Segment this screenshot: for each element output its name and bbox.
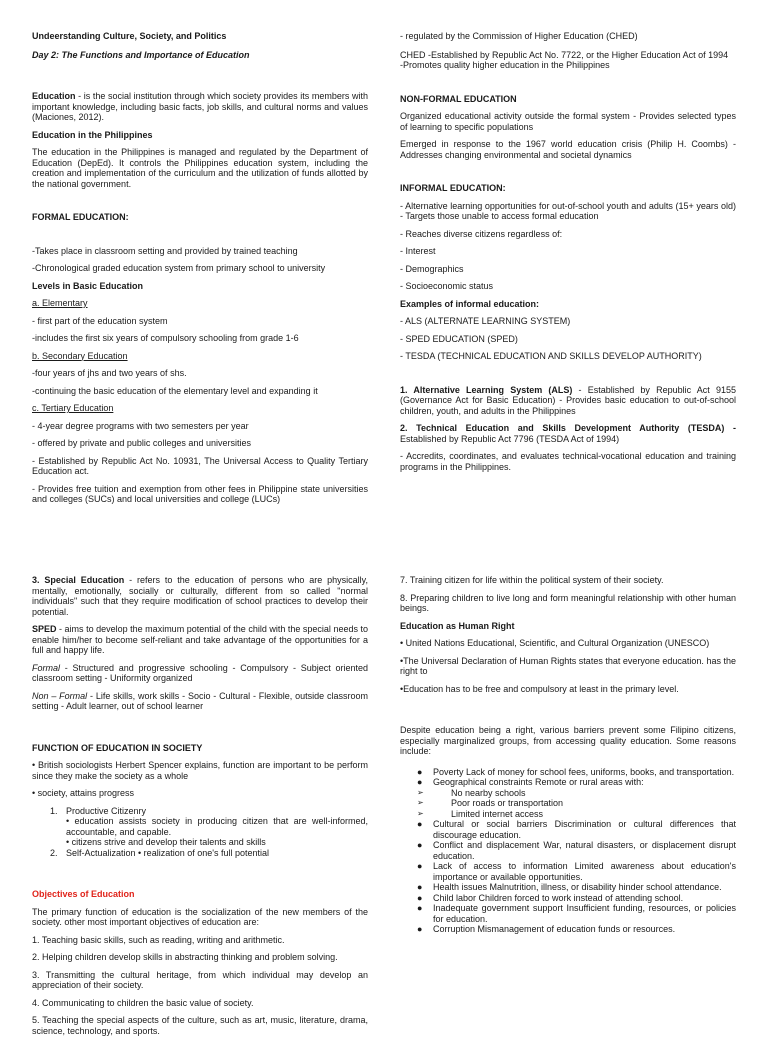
secondary-heading: b. Secondary Education: [32, 350, 128, 361]
nonformal-line-2: Emerged in response to the 1967 world education crisis (Philip H. Coombs) - Addresses changing environmental and societal dynamics: [400, 139, 736, 160]
nonformal-line-1: Organized educational activity outside the formal system - Provides selected types of learning to specific populations: [400, 111, 736, 132]
list-item: [400, 777, 736, 819]
elementary-line-2: -includes the first six years of compulsory schooling from grade 1-6: [32, 333, 299, 343]
human-right-line-3: •Education has to be free and compulsory at least in the primary level.: [400, 683, 679, 694]
tertiary-line-3: - Established by Republic Act No. 10931, The Universal Access to Quality Tertiary Education act.: [32, 455, 368, 476]
informal-heading: INFORMAL EDUCATION:: [400, 183, 506, 193]
objectives-intro: The primary function of education is the socialization of the new members of the society. other most important objectives of education are:: [32, 906, 368, 927]
ph-heading: Education in the Philippines: [32, 129, 153, 140]
formal-heading: FORMAL EDUCATION:: [32, 212, 129, 222]
education-definition: [32, 91, 368, 123]
tesda-line-2: - Accredits, coordinates, and evaluates technical-vocational education and training programs in the Philippines.: [400, 451, 736, 472]
geo-text: Poor roads or transportation: [451, 798, 564, 808]
tesda-term: 2. Technical Education and Skills Development Authority (TESDA) -: [400, 423, 736, 433]
tertiary-line-4: - Provides free tuition and exemption from other fees in Philippine state universities and colleges (SUCs) and local universities and college (LUCs): [32, 483, 368, 504]
geo-text: Limited internet access: [451, 808, 544, 819]
education-def-text: - is the social institution through which society provides its members with important knowledge, including basic facts, job skills, and cultural norms and values (Maciones, 2012).: [32, 91, 368, 122]
formal-term: Formal: [32, 662, 61, 673]
barrier-text: Inadequate government support Insufficient funding, resources, or policies for education.: [433, 903, 736, 924]
example-2: - SPED EDUCATION (SPED): [400, 333, 518, 344]
page-top-left-column: [32, 31, 368, 512]
barrier-text: Corruption Mismanagement of education funds or resources.: [433, 924, 676, 934]
informal-line-1: - Alternative learning opportunities for out-of-school youth and adults (15+ years old) - Targets those unable to access formal education: [400, 200, 736, 221]
informal-line-5: - Socioeconomic status: [400, 281, 494, 291]
page-bottom-right-column: [400, 575, 736, 935]
list-item: [400, 924, 736, 935]
tesda-text: Established by Republic Act 7796 (TESDA Act of 1994): [400, 433, 620, 444]
sped-paragraph: [32, 624, 368, 656]
informal-line-2: - Reaches diverse citizens regardless of:: [400, 228, 563, 239]
barrier-text: Health issues Malnutrition, illness, or disability hinder school attendance.: [433, 882, 722, 892]
ph-text: The education in the Philippines is managed and regulated by the Department of Education (DepEd). It controls the Philippines education system, including the creation and implementation of the curriculum and the utilization of funds allotted by the national government.: [32, 147, 368, 189]
list-item: [400, 798, 736, 809]
barrier-text: Geographical constraints Remote or rural areas with:: [433, 777, 644, 787]
special-education-term: 3. Special Education: [32, 575, 125, 585]
nonformal-term: Non – Formal: [32, 690, 88, 701]
human-right-line-2: •The Universal Declaration of Human Rights states that everyone education. has the right to: [400, 655, 736, 676]
day-title: Day 2: The Functions and Importance of Education: [32, 49, 250, 60]
list-item: [400, 809, 736, 820]
function-item-label: Productive Citizenry: [66, 805, 147, 816]
arrow-bullet-icon: ➢: [417, 787, 424, 797]
function-line-2: • society, attains progress: [32, 788, 135, 798]
als-paragraph: [400, 385, 736, 417]
bullet-icon: ●: [417, 840, 423, 850]
function-item-2: [32, 848, 368, 859]
function-sub-1: • education assists society in producing citizen that are well-informed, accountable, and capable.: [66, 816, 368, 837]
barrier-text: Cultural or social barriers Discrimination or cultural differences that discourage education.: [433, 819, 736, 840]
special-education-paragraph: [32, 575, 368, 617]
tertiary-line-2: - offered by private and public colleges and universities: [32, 438, 251, 448]
human-right-heading: Education as Human Right: [400, 620, 515, 631]
nonformal-paragraph: [32, 691, 368, 712]
objective-3: 3. Transmitting the cultural heritage, from which individual may develop an appreciation of their society.: [32, 969, 368, 990]
geo-sublist: [417, 787, 736, 820]
document-title: Undeerstanding Culture, Society, and Politics: [32, 31, 227, 41]
secondary-line-1: -four years of jhs and two years of shs.: [32, 368, 187, 378]
formal-line-1: -Takes place in classroom setting and provided by trained teaching: [32, 245, 298, 256]
bullet-icon: ●: [417, 819, 423, 829]
formal-text: - Structured and progressive schooling - Compulsory - Subject oriented classroom setting - Uniformity organized: [32, 662, 368, 683]
human-right-line-1: • United Nations Educational, Scientific, and Cultural Organization (UNESCO): [400, 638, 710, 648]
function-item-1: [32, 806, 368, 848]
bullet-icon: ●: [417, 892, 423, 903]
list-item: [400, 840, 736, 861]
als-term: 1. Alternative Learning System (ALS): [400, 384, 573, 395]
formal-line-2: -Chronological graded education system from primary school to university: [32, 263, 326, 273]
education-term: Education: [32, 91, 76, 101]
nonformal-heading: NON-FORMAL EDUCATION: [400, 93, 517, 104]
levels-heading: Levels in Basic Education: [32, 280, 144, 291]
list-item: [400, 903, 736, 924]
examples-heading: Examples of informal education:: [400, 298, 540, 309]
list-item: [400, 767, 736, 778]
informal-line-3: - Interest: [400, 246, 436, 256]
arrow-bullet-icon: ➢: [417, 808, 424, 818]
elementary-line-1: - first part of the education system: [32, 315, 168, 326]
special-education-text: - refers to the education of persons who are physically, mentally, emotionally, socially or culturally, different from so called "normal individuals" such that they require modification of school practices to develop their potential.: [32, 575, 368, 617]
function-line-1: • British sociologists Herbert Spencer explains, function are important to be perform since they make the society as a whole: [32, 760, 368, 781]
list-item: [400, 819, 736, 840]
bullet-icon: ●: [417, 766, 423, 777]
bullet-icon: ●: [417, 861, 423, 871]
nonformal-text: - Life skills, work skills - Socio - Cultural - Flexible, outside classroom setting - Adult learner, out of school learner: [32, 690, 368, 711]
function-list: [32, 806, 368, 859]
function-item-number: 1.: [50, 805, 58, 816]
tesda-paragraph: [400, 423, 736, 444]
function-heading: FUNCTION OF EDUCATION IN SOCIETY: [32, 742, 203, 753]
list-item: [400, 788, 736, 799]
page-bottom-left-column: [32, 575, 368, 1043]
objective-7: 7. Training citizen for life within the political system of their society.: [400, 575, 664, 585]
bullet-icon: ●: [417, 882, 423, 892]
barrier-text: Conflict and displacement War, natural disasters, or displacement disrupt education.: [433, 840, 736, 861]
objective-2: 2. Helping children develop skills in abstracting thinking and problem solving.: [32, 952, 338, 962]
tertiary-heading: c. Tertiary Education: [32, 403, 114, 413]
tertiary-line-1: - 4-year degree programs with two semesters per year: [32, 420, 249, 431]
list-item: [400, 882, 736, 893]
als-text: - Established by Republic Act 9155 (Governance Act for Basic Education) - Provides basic education to out-of-school children, youth, and adults in the Philippines: [400, 384, 736, 416]
informal-line-4: - Demographics: [400, 263, 464, 274]
objective-4: 4. Communicating to children the basic value of society.: [32, 997, 254, 1008]
function-item-label: Self-Actualization • realization of one's full potential: [66, 847, 269, 858]
formal-paragraph: [32, 663, 368, 684]
objective-1: 1. Teaching basic skills, such as reading, writing and arithmetic.: [32, 934, 285, 945]
list-item: [400, 861, 736, 882]
barrier-text: Child labor Children forced to work instead of attending school.: [433, 892, 684, 903]
bullet-icon: ●: [417, 903, 423, 913]
objectives-heading: Objectives of Education: [32, 889, 135, 899]
example-3: - TESDA (TECHNICAL EDUCATION AND SKILLS DEVELOP AUTHORITY): [400, 351, 702, 361]
bullet-icon: ●: [417, 777, 423, 787]
barriers-list: [400, 767, 736, 935]
arrow-bullet-icon: ➢: [417, 798, 424, 807]
page-top-right-column: [400, 31, 736, 479]
ched-line-1: - regulated by the Commission of Higher Education (CHED): [400, 31, 638, 41]
barriers-intro: Despite education being a right, various barriers prevent some Filipino citizens, especially marginalized groups, from accessing quality education. Some reasons include:: [400, 725, 736, 756]
bullet-icon: ●: [417, 924, 423, 934]
objective-5: 5. Teaching the special aspects of the culture, such as art, music, literature, drama, science, technology, and sports.: [32, 1015, 368, 1036]
objective-8: 8. Preparing children to live long and form meaningful relationship with other human beings.: [400, 592, 736, 613]
secondary-line-2: -continuing the basic education of the elementary level and expanding it: [32, 385, 318, 396]
sped-text: - aims to develop the maximum potential of the child with the special needs to enable him/her to become self-reliant and take advantage of the opportunities for a full and happy life.: [32, 624, 368, 655]
ched-line-3: -Promotes quality higher education in the Philippines: [400, 60, 610, 70]
geo-text: No nearby schools: [451, 787, 526, 798]
function-sub-2: • citizens strive and develop their talents and skills: [66, 837, 266, 847]
ched-line-2: CHED -Established by Republic Act No. 7722, or the Higher Education Act of 1994: [400, 49, 729, 60]
elementary-heading: a. Elementary: [32, 298, 88, 308]
barrier-text: Poverty Lack of money for school fees, uniforms, books, and transportation.: [433, 766, 735, 777]
barrier-text: Lack of access to information Limited awareness about education's importance or available opportunities.: [433, 861, 736, 882]
list-item: [400, 893, 736, 904]
example-1: - ALS (ALTERNATE LEARNING SYSTEM): [400, 316, 571, 326]
function-item-number: 2.: [50, 847, 58, 858]
sped-term: SPED: [32, 624, 57, 634]
